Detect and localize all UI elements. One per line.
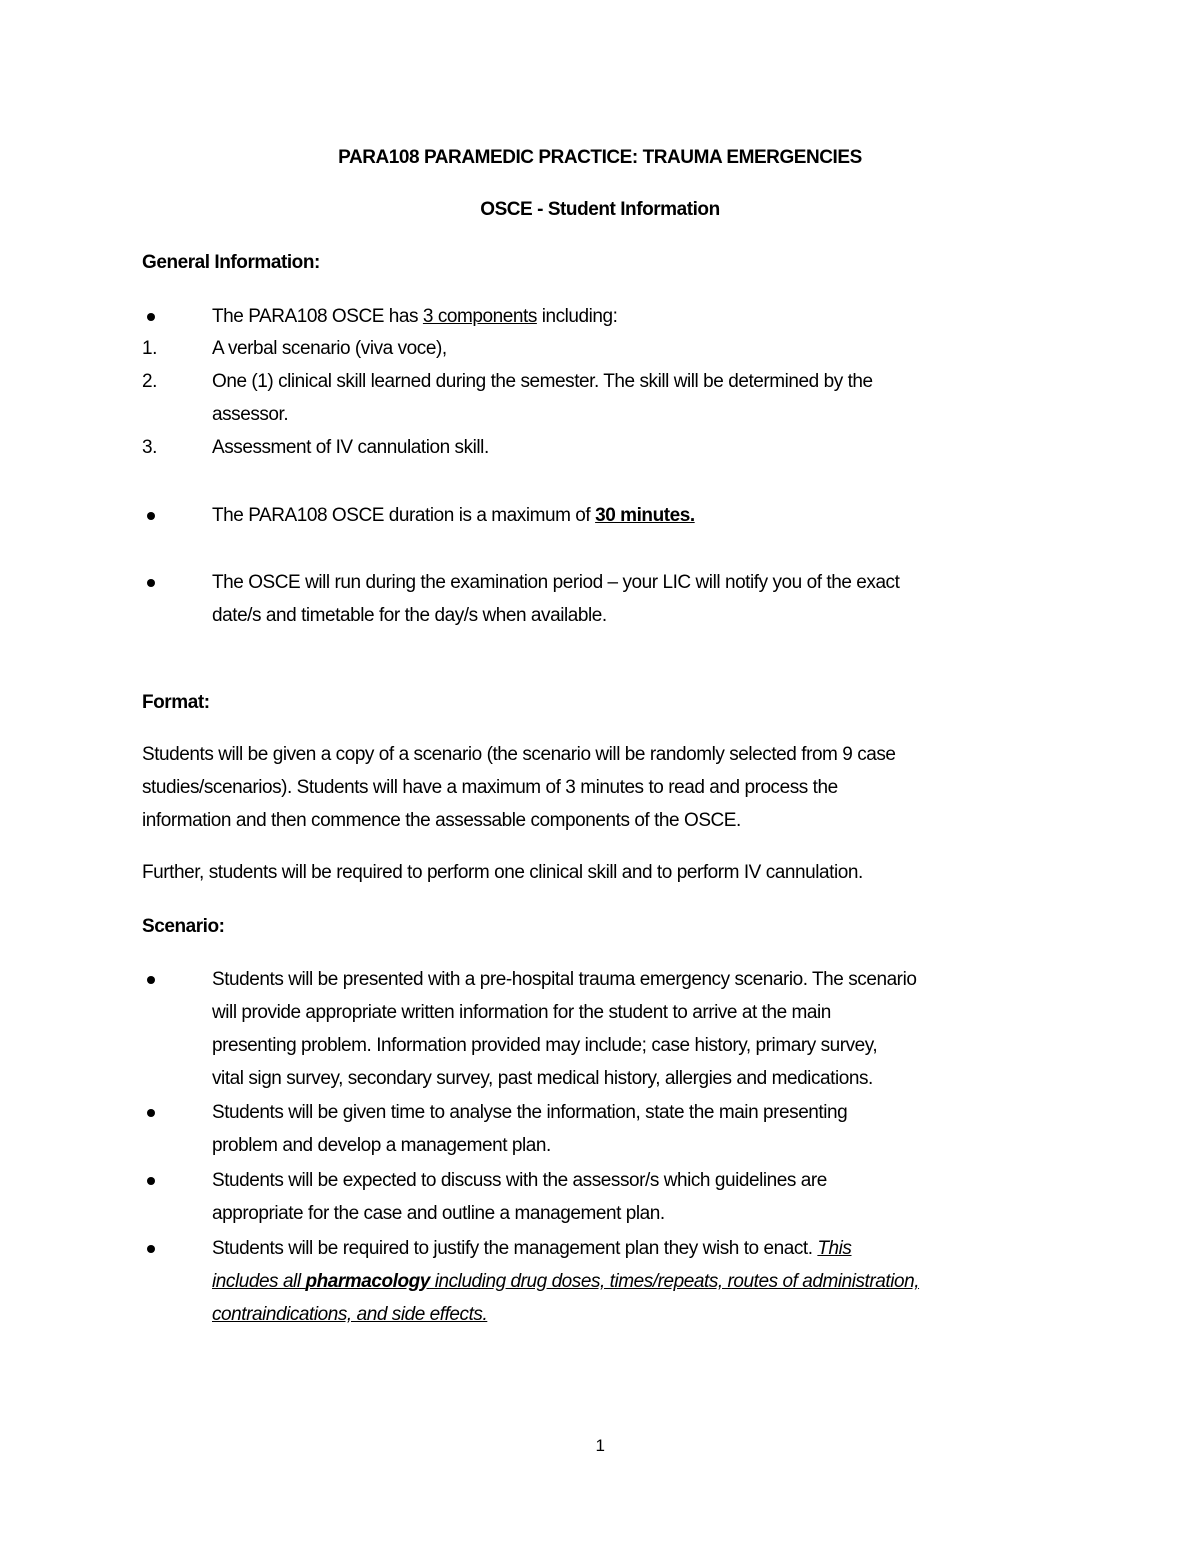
bullet-icon xyxy=(147,1245,155,1253)
format-paragraph xyxy=(142,738,896,837)
text: Students will be expected to discuss with the assessor/s which guidelines are xyxy=(212,1170,827,1191)
text: Students will be given time to analyse the information, state the main presenting xyxy=(212,1102,848,1123)
text: appropriate for the case and outline a management plan. xyxy=(212,1203,665,1224)
bullet-icon xyxy=(147,313,155,321)
text: Students will be required to justify the management plan they wish to enact. xyxy=(212,1238,818,1259)
text: presenting problem. Information provided may include; case history, primary survey, xyxy=(212,1035,878,1056)
text: information and then commence the assessable components of the OSCE. xyxy=(142,810,741,831)
text: problem and develop a management plan. xyxy=(212,1135,551,1156)
underlined-text: 3 components xyxy=(422,306,537,327)
bullet-icon xyxy=(147,579,155,587)
bold-emphasized-text: pharmacology xyxy=(305,1271,430,1292)
emphasized-text: This xyxy=(817,1238,852,1259)
item-number: 3. xyxy=(142,437,157,458)
item-text: One (1) clinical skill learned during the semester. The skill will be determined by the xyxy=(212,371,873,392)
text: The PARA108 OSCE has xyxy=(212,306,423,327)
emphasized-text: contraindications, and side effects. xyxy=(212,1304,488,1325)
bullet-icon xyxy=(147,1109,155,1117)
document-title: PARA108 PARAMEDIC PRACTICE: TRAUMA EMERGENCIES xyxy=(338,147,862,168)
emphasized-text: including drug doses, times/repeats, routes of administration, xyxy=(429,1271,920,1292)
text: The OSCE will run during the examination period – your LIC will notify you of the exact xyxy=(212,572,900,593)
text: will provide appropriate written information for the student to arrive at the main xyxy=(212,1002,831,1023)
item-text: assessor. xyxy=(212,404,289,425)
text: studies/scenarios). Students will have a maximum of 3 minutes to read and process the xyxy=(142,777,838,798)
text: vital sign survey, secondary survey, past medical history, allergies and medications. xyxy=(212,1068,873,1089)
emphasized-text: includes all xyxy=(212,1271,306,1292)
format-heading: Format: xyxy=(142,692,210,713)
underlined-text: 30 minutes. xyxy=(595,505,695,526)
item-text: Assessment of IV cannulation skill. xyxy=(212,437,489,458)
item-text: A verbal scenario (viva voce), xyxy=(212,338,447,359)
text: The PARA108 OSCE duration is a maximum of xyxy=(212,505,596,526)
bullet-icon xyxy=(147,512,155,520)
general-heading: General Information: xyxy=(142,252,320,273)
text: date/s and timetable for the day/s when available. xyxy=(212,605,607,626)
document-subtitle: OSCE - Student Information xyxy=(480,199,720,220)
text: Students will be given a copy of a scenario (the scenario will be randomly selected from 9 case xyxy=(142,744,896,765)
format-paragraph-2: Further, students will be required to perform one clinical skill and to perform IV cannulation. xyxy=(142,862,863,883)
page-number: 1 xyxy=(595,1436,605,1455)
bullet-icon xyxy=(147,1177,155,1185)
text: including: xyxy=(536,306,618,327)
bullet-icon xyxy=(147,976,155,984)
item-number: 2. xyxy=(142,371,157,392)
scenario-heading: Scenario: xyxy=(142,916,225,937)
item-number: 1. xyxy=(142,338,157,359)
text: Students will be presented with a pre-hospital trauma emergency scenario. The scenario xyxy=(212,969,917,990)
